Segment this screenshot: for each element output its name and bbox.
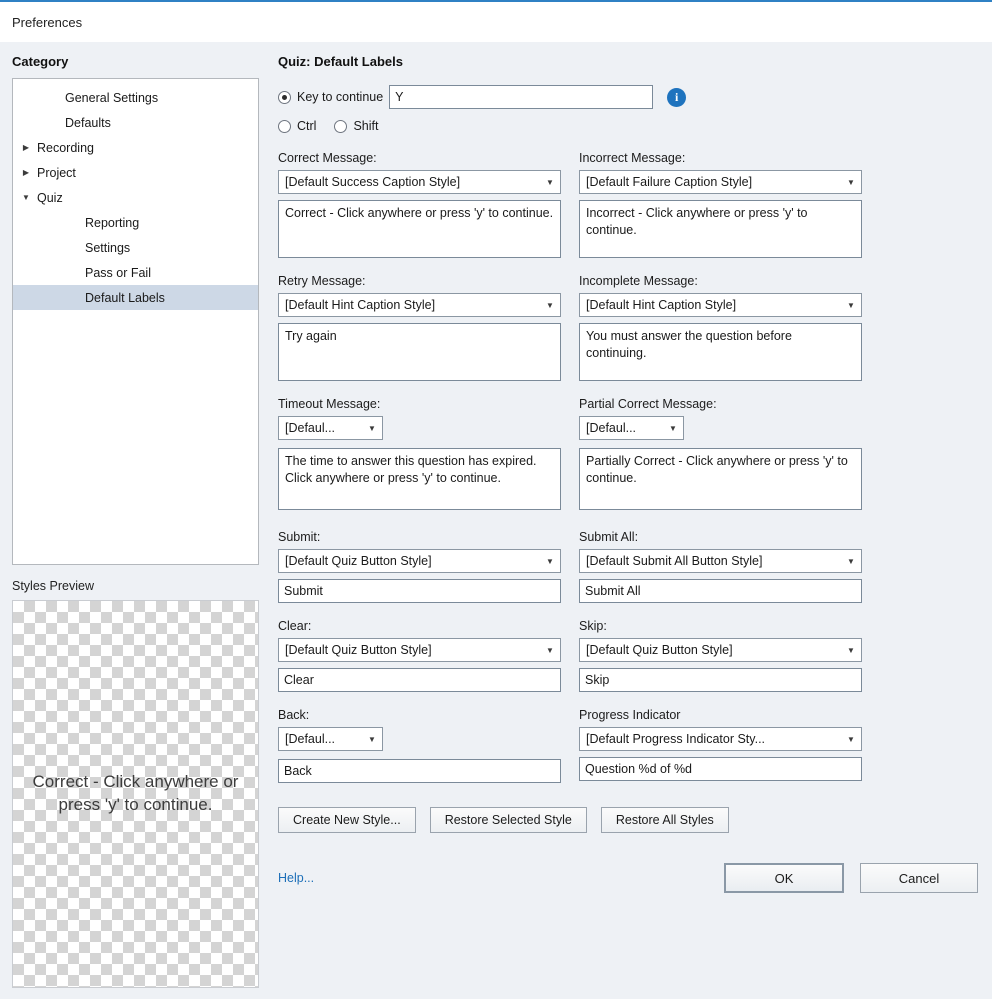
shift-label: Shift	[353, 119, 379, 133]
sidebar-item-label: General Settings	[65, 90, 159, 105]
incomplete-message-text[interactable]	[579, 323, 862, 381]
help-link[interactable]: Help...	[278, 871, 315, 885]
progress-indicator-style-combo[interactable]	[579, 727, 862, 751]
timeout-message-style-combo[interactable]	[278, 416, 383, 440]
correct-message-style-value: [Default Success Caption Style]	[285, 175, 461, 189]
sidebar-item-settings[interactable]	[13, 235, 258, 260]
retry-message-field	[278, 274, 561, 381]
timeout-message-style-value: [Defaul...	[285, 421, 336, 435]
incorrect-message-style-value: [Default Failure Caption Style]	[586, 175, 753, 189]
styles-preview-text: Correct - Click anywhere or press 'y' to continue.	[32, 772, 239, 814]
incorrect-message-style-combo[interactable]	[579, 170, 862, 194]
sidebar-item-defaults[interactable]	[13, 110, 258, 135]
window-title: Preferences	[12, 14, 83, 30]
skip-field	[579, 619, 862, 692]
window-titlebar	[0, 2, 992, 42]
radio-key-to-continue[interactable]	[278, 91, 291, 104]
submit-style-value: [Default Quiz Button Style]	[285, 554, 432, 568]
progress-indicator-style-value: [Default Progress Indicator Sty...	[586, 732, 766, 746]
button-grid-1	[278, 530, 978, 605]
sidebar-item-label: Pass or Fail	[85, 265, 151, 280]
page-title: Quiz: Default Labels	[278, 54, 403, 69]
message-grid-1	[278, 151, 978, 260]
incomplete-message-style-combo[interactable]	[579, 293, 862, 317]
skip-style-combo[interactable]	[579, 638, 862, 662]
retry-message-style-combo[interactable]	[278, 293, 561, 317]
restore-selected-style-button[interactable]: Restore Selected Style	[430, 807, 587, 833]
submit-text-input[interactable]	[278, 579, 561, 603]
sidebar-item-general-settings[interactable]	[13, 85, 258, 110]
category-heading: Category	[12, 54, 69, 69]
dialog-footer	[278, 863, 978, 893]
incomplete-message-label: Incomplete Message:	[579, 274, 698, 288]
submit-all-style-combo[interactable]	[579, 549, 862, 573]
default-labels-panel	[278, 54, 978, 893]
incomplete-message-field	[579, 274, 862, 381]
submit-field	[278, 530, 561, 603]
sidebar-item-label: Quiz	[37, 190, 63, 205]
radio-ctrl[interactable]	[278, 120, 291, 133]
radio-shift[interactable]	[334, 120, 347, 133]
key-to-continue-input[interactable]	[389, 85, 653, 109]
partial-correct-style-value: [Defaul...	[586, 421, 637, 435]
retry-message-label: Retry Message:	[278, 274, 366, 288]
chevron-down-icon[interactable]: ▼	[546, 177, 554, 187]
restore-all-styles-button[interactable]: Restore All Styles	[601, 807, 729, 833]
incorrect-message-label: Incorrect Message:	[579, 151, 686, 165]
category-panel	[12, 54, 260, 988]
clear-text-input[interactable]	[278, 668, 561, 692]
timeout-message-label: Timeout Message:	[278, 397, 381, 411]
back-label: Back:	[278, 708, 310, 722]
chevron-down-icon[interactable]: ▼	[546, 300, 554, 310]
sidebar-item-reporting[interactable]	[13, 210, 258, 235]
sidebar-item-label: Settings	[85, 240, 131, 255]
chevron-down-icon[interactable]: ▼	[847, 300, 855, 310]
submit-all-field	[579, 530, 862, 603]
sidebar-item-label: Reporting	[85, 215, 140, 230]
chevron-down-icon[interactable]: ▼	[368, 423, 376, 433]
progress-indicator-field	[579, 708, 862, 783]
submit-label: Submit:	[278, 530, 321, 544]
clear-style-combo[interactable]	[278, 638, 561, 662]
dialog-content	[0, 44, 992, 999]
info-icon[interactable]: i	[667, 88, 686, 107]
chevron-down-icon[interactable]: ▼	[546, 556, 554, 566]
skip-style-value: [Default Quiz Button Style]	[586, 643, 733, 657]
sidebar-item-label: Recording	[37, 140, 94, 155]
clear-label: Clear:	[278, 619, 312, 633]
sidebar-item-project[interactable]	[13, 160, 258, 185]
styles-preview-label: Styles Preview	[12, 579, 94, 593]
chevron-right-icon[interactable]: ▶	[22, 142, 30, 152]
correct-message-text[interactable]	[278, 200, 561, 258]
sidebar-item-label: Defaults	[65, 115, 111, 130]
correct-message-field	[278, 151, 561, 258]
sidebar-item-default-labels[interactable]	[13, 285, 258, 310]
submit-style-combo[interactable]	[278, 549, 561, 573]
key-to-continue-label: Key to continue	[297, 90, 384, 104]
chevron-down-icon[interactable]: ▼	[368, 734, 376, 744]
back-text-input[interactable]	[278, 759, 561, 783]
partial-correct-message-label: Partial Correct Message:	[579, 397, 717, 411]
create-new-style-button[interactable]: Create New Style...	[278, 807, 416, 833]
retry-message-text[interactable]	[278, 323, 561, 381]
progress-indicator-text-input[interactable]	[579, 757, 862, 781]
chevron-down-icon[interactable]: ▼	[847, 556, 855, 566]
sidebar-item-pass-or-fail[interactable]	[13, 260, 258, 285]
skip-text-input[interactable]	[579, 668, 862, 692]
ctrl-label: Ctrl	[297, 119, 317, 133]
chevron-down-icon[interactable]: ▼	[22, 192, 30, 202]
message-grid-2	[278, 274, 978, 383]
cancel-button[interactable]: Cancel	[860, 863, 978, 893]
clear-style-value: [Default Quiz Button Style]	[285, 643, 432, 657]
back-field	[278, 708, 561, 783]
correct-message-style-combo[interactable]	[278, 170, 561, 194]
timeout-message-text[interactable]	[278, 448, 561, 510]
sidebar-item-recording[interactable]	[13, 135, 258, 160]
back-style-combo[interactable]	[278, 727, 383, 751]
back-style-value: [Defaul...	[285, 732, 336, 746]
partial-correct-message-field	[579, 397, 862, 510]
style-actions-row	[278, 807, 978, 833]
ok-button[interactable]: OK	[724, 863, 844, 893]
correct-message-label: Correct Message:	[278, 151, 377, 165]
chevron-down-icon[interactable]: ▼	[847, 734, 855, 744]
chevron-right-icon[interactable]: ▶	[22, 167, 30, 177]
incorrect-message-field	[579, 151, 862, 258]
button-grid-3	[278, 708, 978, 785]
category-tree[interactable]	[12, 78, 259, 565]
chevron-down-icon[interactable]: ▼	[546, 645, 554, 655]
partial-correct-style-combo[interactable]	[579, 416, 684, 440]
sidebar-item-quiz[interactable]	[13, 185, 258, 210]
retry-message-style-value: [Default Hint Caption Style]	[285, 298, 436, 312]
clear-field	[278, 619, 561, 692]
incorrect-message-text[interactable]	[579, 200, 862, 258]
timeout-message-field	[278, 397, 561, 510]
modifier-row	[278, 119, 978, 133]
styles-preview	[12, 600, 259, 988]
chevron-down-icon[interactable]: ▼	[847, 645, 855, 655]
incomplete-message-style-value: [Default Hint Caption Style]	[586, 298, 737, 312]
chevron-down-icon[interactable]: ▼	[847, 177, 855, 187]
submit-all-label: Submit All:	[579, 530, 639, 544]
message-grid-3	[278, 397, 978, 512]
submit-all-style-value: [Default Submit All Button Style]	[586, 554, 763, 568]
key-to-continue-row	[278, 85, 978, 109]
sidebar-item-label: Default Labels	[85, 290, 165, 305]
chevron-down-icon[interactable]: ▼	[669, 423, 677, 433]
partial-correct-message-text[interactable]	[579, 448, 862, 510]
progress-indicator-label: Progress Indicator	[579, 708, 681, 722]
button-grid-2	[278, 619, 978, 694]
skip-label: Skip:	[579, 619, 607, 633]
submit-all-text-input[interactable]	[579, 579, 862, 603]
sidebar-item-label: Project	[37, 165, 76, 180]
